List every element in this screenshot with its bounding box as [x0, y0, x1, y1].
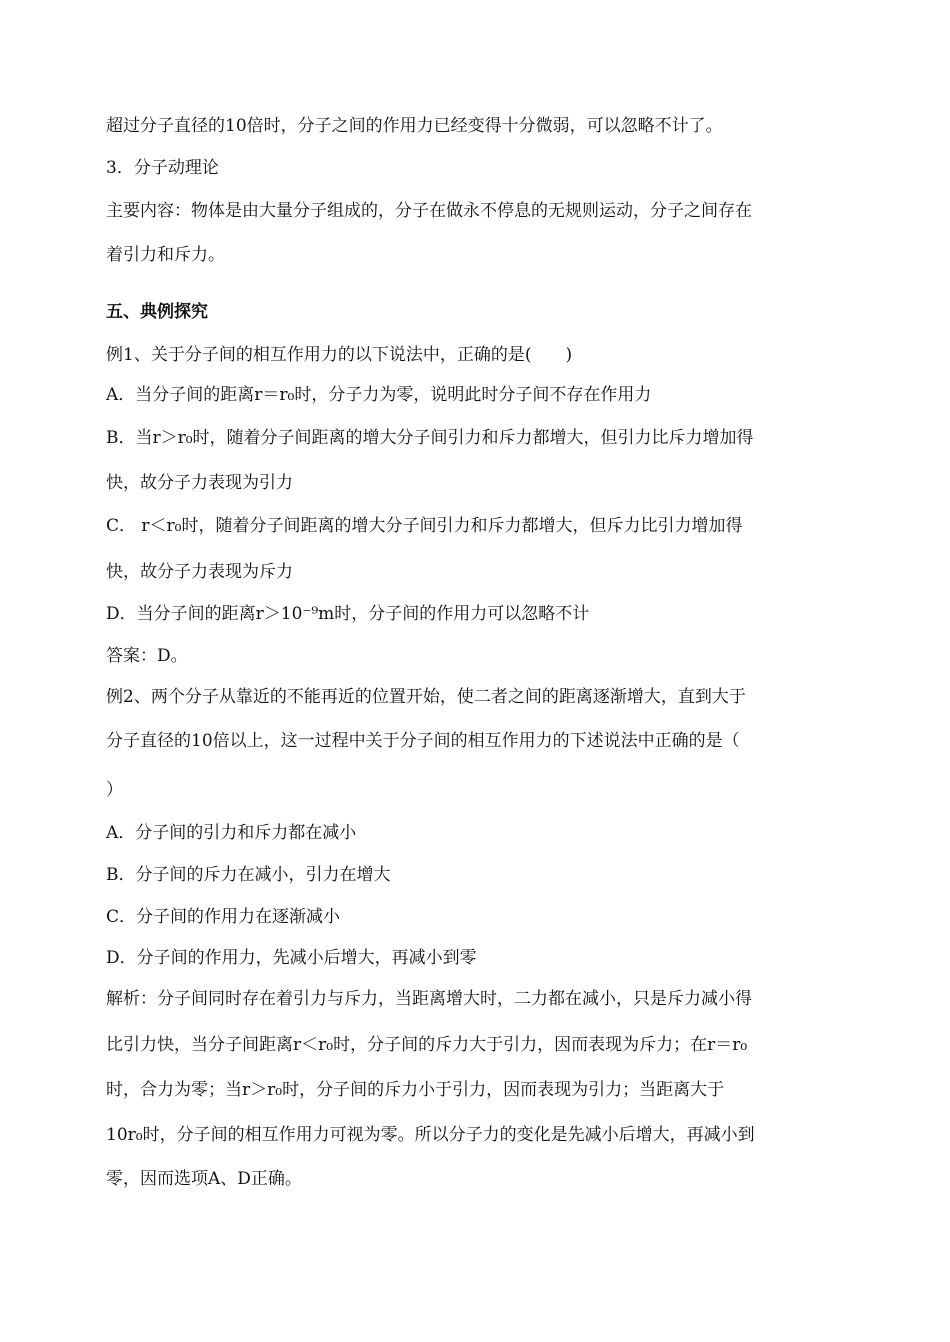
option-b-continued: 快，故分子力表现为引力	[106, 473, 293, 493]
explanation-continued: 比引力快，当分子间距离r＜r₀时，分子间的斥力大于引力，因而表现为斥力；在r＝r₀	[106, 1035, 748, 1055]
question-stem: 例2、两个分子从靠近的不能再近的位置开始，使二者之间的距离逐渐增大，直到大于	[106, 687, 746, 707]
question-stem: 例1、关于分子间的相互作用力的以下说法中，正确的是( )	[106, 345, 573, 365]
question-stem-continued: 分子直径的10倍以上，这一过程中关于分子间的相互作用力的下述说法中正确的是（	[106, 731, 740, 751]
question-stem-continued: ）	[106, 780, 123, 800]
option-c: C． r＜r₀时，随着分子间距离的增大分子间引力和斥力都增大，但斥力比引力增加得	[106, 516, 743, 536]
answer: 答案：D。	[106, 646, 188, 666]
explanation-continued: 零，因而选项A、D正确。	[106, 1169, 302, 1189]
section-heading: 3．分子动理论	[106, 158, 219, 178]
explanation: 解析：分子间同时存在着引力与斥力，当距离增大时，二力都在减小，只是斥力减小得	[106, 989, 752, 1009]
option-a: A．分子间的引力和斥力都在减小	[106, 823, 357, 843]
option-a: A．当分子间的距离r＝r₀时，分子力为零，说明此时分子间不存在作用力	[106, 385, 652, 405]
option-b: B．当r＞r₀时，随着分子间距离的增大分子间引力和斥力都增大，但引力比斥力增加得	[106, 428, 754, 448]
option-c: C．分子间的作用力在逐渐减小	[106, 907, 341, 927]
section-heading: 五、典例探究	[106, 302, 208, 322]
explanation-continued: 10r₀时，分子间的相互作用力可视为零。所以分子力的变化是先减小后增大，再减小到	[106, 1125, 755, 1145]
option-c-continued: 快，故分子力表现为斥力	[106, 562, 293, 582]
text-line: 着引力和斥力。	[106, 245, 225, 265]
text-line: 主要内容：物体是由大量分子组成的，分子在做永不停息的无规则运动，分子之间存在	[106, 201, 752, 221]
option-b: B．分子间的斥力在减小，引力在增大	[106, 865, 391, 885]
option-d: D．当分子间的距离r＞10⁻⁹m时，分子间的作用力可以忽略不计	[106, 604, 590, 624]
text-line: 超过分子直径的10倍时，分子之间的作用力已经变得十分微弱，可以忽略不计了。	[106, 116, 723, 136]
option-d: D．分子间的作用力，先减小后增大，再减小到零	[106, 948, 477, 968]
explanation-continued: 时，合力为零；当r＞r₀时，分子间的斥力小于引力，因而表现为引力；当距离大于	[106, 1080, 725, 1100]
